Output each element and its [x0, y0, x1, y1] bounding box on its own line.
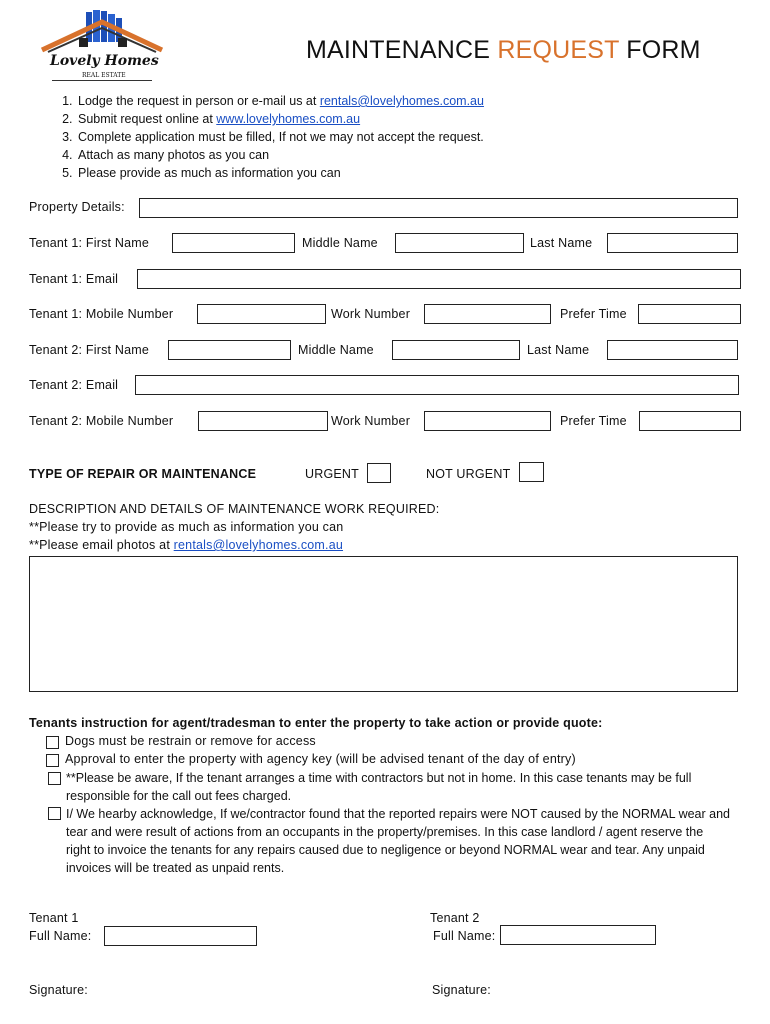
tenant1-heading: Tenant 1 — [29, 911, 79, 925]
tenant2-prefer-field[interactable] — [639, 411, 741, 431]
tenant2-full-name-label: Full Name: — [433, 929, 496, 943]
tenant2-email-field[interactable] — [135, 375, 739, 395]
dogs-option: Dogs must be restrain or remove for access — [65, 734, 316, 748]
tenant2-work-label: Work Number — [331, 414, 411, 428]
tenant2-prefer-label: Prefer Time — [560, 414, 627, 428]
tenant2-first-name-label: Tenant 2: First Name — [29, 343, 150, 357]
tenant2-signature-label: Signature: — [432, 983, 491, 997]
description-textarea[interactable] — [29, 556, 738, 692]
tenant2-email-label: Tenant 2: Email — [29, 378, 119, 392]
list-item: 4. Attach as many photos as you can — [76, 146, 484, 164]
tenant1-middle-name-field[interactable] — [395, 233, 524, 253]
tenant2-middle-name-field[interactable] — [392, 340, 520, 360]
tenant1-work-label: Work Number — [331, 307, 411, 321]
urgent-checkbox[interactable] — [367, 463, 391, 483]
company-logo — [38, 8, 168, 84]
website-link[interactable]: www.lovelyhomes.com.au — [216, 112, 361, 126]
logo-name: Lovely Homes — [50, 53, 159, 69]
tenant1-email-label: Tenant 1: Email — [29, 272, 119, 286]
acknowledge-option: I/ We hearby acknowledge, If we/contractor found that the reported repairs were NOT caused by the NORMAL wear and tear and were result of actions from an occupants in the property/premises. In this case landlord / agent reserve the right to invoice the tenants for any repairs caused due to negligence or beyond NORMAL wear and tear. Any unpaid invoices will be treated as unpaid rents. — [66, 807, 730, 875]
list-item: 1. Lodge the request in person or e-mail us at rentals@lovelyhomes.com.au — [76, 92, 484, 110]
dogs-checkbox[interactable] — [46, 736, 59, 749]
list-item: 3. Complete application must be filled, If not we may not accept the request. — [76, 128, 484, 146]
tenant2-last-name-field[interactable] — [607, 340, 738, 360]
logo-tagline: REAL ESTATE — [82, 72, 126, 79]
tenant1-full-name-field[interactable] — [104, 926, 257, 946]
title-accent: REQUEST — [497, 36, 620, 64]
repair-type-label: TYPE OF REPAIR OR MAINTENANCE — [29, 467, 257, 481]
tenant1-prefer-label: Prefer Time — [560, 307, 627, 321]
agency-key-option: Approval to enter the property with agency key (will be advised tenant of the day of entry) — [65, 752, 576, 766]
list-item: 2. Submit request online at www.lovelyhomes.com.au — [76, 110, 484, 128]
tenant1-first-name-label: Tenant 1: First Name — [29, 236, 150, 250]
not-urgent-label: NOT URGENT — [426, 467, 511, 481]
description-note: **Please try to provide as much as information you can — [29, 520, 344, 534]
tenant2-full-name-field[interactable] — [500, 925, 656, 945]
title-text-end: FORM — [619, 36, 701, 64]
not-urgent-checkbox[interactable] — [519, 462, 544, 482]
photo-email-link[interactable]: rentals@lovelyhomes.com.au — [173, 538, 344, 552]
callout-fee-checkbox[interactable] — [48, 772, 61, 785]
tenant1-mobile-label: Tenant 1: Mobile Number — [29, 307, 174, 321]
title-text: MAINTENANCE — [306, 36, 498, 64]
tenant1-last-name-field[interactable] — [607, 233, 738, 253]
access-heading: Tenants instruction for agent/tradesman to enter the property to take action or provide quote: — [29, 716, 603, 730]
description-heading: DESCRIPTION AND DETAILS OF MAINTENANCE WORK REQUIRED: — [29, 502, 440, 516]
urgent-label: URGENT — [305, 467, 359, 481]
acknowledge-checkbox[interactable] — [48, 807, 61, 820]
property-details-label: Property Details: — [29, 200, 125, 214]
tenant2-work-field[interactable] — [424, 411, 551, 431]
tenant2-last-name-label: Last Name — [527, 343, 590, 357]
description-email-note: **Please email photos at rentals@lovelyhomes.com.au — [29, 538, 344, 552]
tenant1-work-field[interactable] — [424, 304, 551, 324]
tenant1-full-name-label: Full Name: — [29, 929, 92, 943]
tenant1-last-name-label: Last Name — [530, 236, 593, 250]
tenant2-middle-name-label: Middle Name — [298, 343, 374, 357]
tenant2-mobile-label: Tenant 2: Mobile Number — [29, 414, 174, 428]
page-title — [306, 36, 701, 65]
tenant1-middle-name-label: Middle Name — [302, 236, 378, 250]
tenant1-first-name-field[interactable] — [172, 233, 295, 253]
logo-underline — [52, 80, 152, 81]
instruction-list — [40, 92, 484, 182]
agency-key-checkbox[interactable] — [46, 754, 59, 767]
list-item: 5. Please provide as much as information you can — [76, 164, 484, 182]
tenant1-prefer-field[interactable] — [638, 304, 741, 324]
tenant1-email-field[interactable] — [137, 269, 741, 289]
callout-fee-option: **Please be aware, If the tenant arranges a time with contractors but not in home. In this case tenants may be full responsible for the call out fees charged. — [66, 771, 692, 803]
tenant2-heading: Tenant 2 — [430, 911, 480, 925]
tenant2-first-name-field[interactable] — [168, 340, 291, 360]
tenant1-mobile-field[interactable] — [197, 304, 326, 324]
tenant1-signature-label: Signature: — [29, 983, 88, 997]
email-link[interactable]: rentals@lovelyhomes.com.au — [319, 94, 484, 108]
tenant2-mobile-field[interactable] — [198, 411, 328, 431]
property-details-field[interactable] — [139, 198, 738, 218]
